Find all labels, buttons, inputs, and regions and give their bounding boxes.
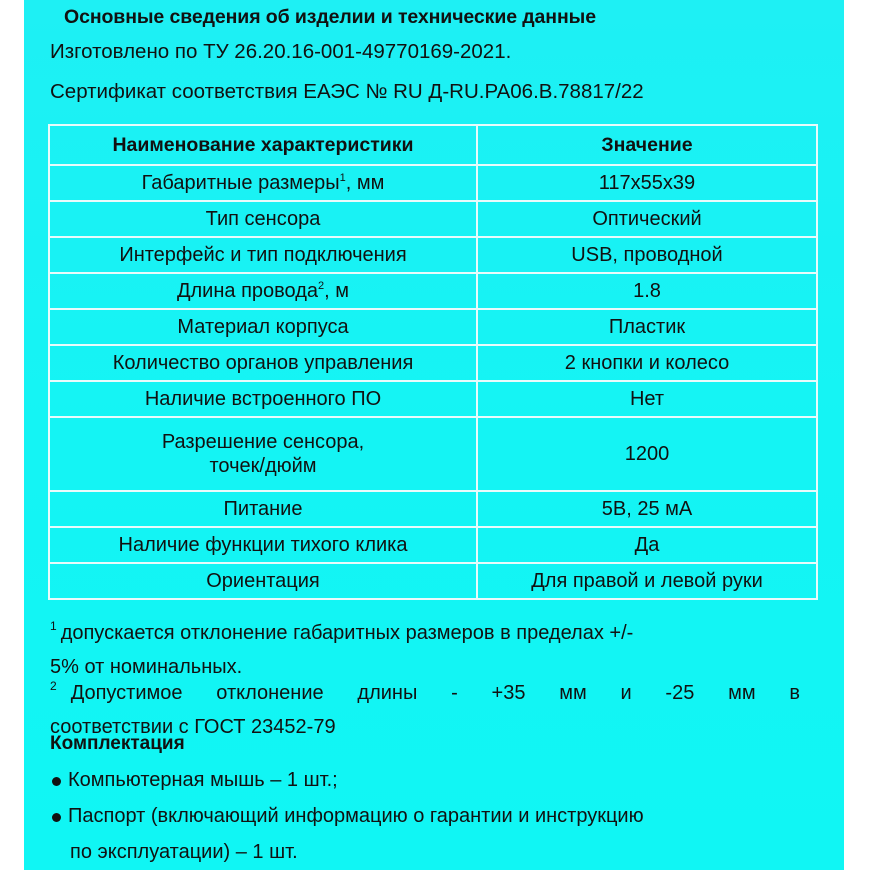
table-row xyxy=(49,165,817,201)
row-value: 5В, 25 мА xyxy=(477,491,817,527)
row-value: 2 кнопки и колесо xyxy=(477,345,817,381)
kit-list xyxy=(50,762,810,870)
footnote-mark: 1 xyxy=(50,619,57,633)
footnote-text-cont: соответствии с ГОСТ 23452-79 xyxy=(50,716,336,738)
list-item xyxy=(50,762,810,798)
document-panel xyxy=(24,0,844,870)
footnote-text-cont: 5% от номинальных. xyxy=(50,656,243,678)
row-value: 117x55x39 xyxy=(477,165,817,201)
list-item-text: Паспорт (включающий информацию о гарантии и инструкцию xyxy=(68,805,644,827)
row-name: Габаритные размеры$^1$, мм xyxy=(49,165,477,201)
footnote-ref: 2 xyxy=(318,280,325,292)
spec-table xyxy=(48,124,818,600)
row-name: Наличие встроенного ПО xyxy=(49,381,477,417)
table-row xyxy=(49,491,817,527)
row-name: Количество органов управления xyxy=(49,345,477,381)
header-value: Значение xyxy=(477,125,817,165)
table-row xyxy=(49,345,817,381)
tu-line: Изготовлено по ТУ 26.20.16-001-49770169-2021. xyxy=(50,40,512,63)
row-value: Да xyxy=(477,527,817,563)
row-name: Питание xyxy=(49,491,477,527)
row-name: Тип сенсора xyxy=(49,201,477,237)
table-row xyxy=(49,201,817,237)
table-row xyxy=(49,273,817,309)
row-value: USB, проводной xyxy=(477,237,817,273)
table-row xyxy=(49,527,817,563)
table-row xyxy=(49,381,817,417)
bullet-icon xyxy=(52,813,61,822)
header-characteristic: Наименование характеристики xyxy=(49,125,477,165)
row-value: Нет xyxy=(477,381,817,417)
row-name: Наличие функции тихого клика xyxy=(49,527,477,563)
certificate-line: Сертификат соответствия ЕАЭС № RU Д-RU.PA06.B.78817/22 xyxy=(50,80,644,103)
row-value: Для правой и левой руки xyxy=(477,563,817,599)
row-name: Материал корпуса xyxy=(49,309,477,345)
bullet-icon xyxy=(52,777,61,786)
footnote-ref: 1 xyxy=(339,172,346,184)
row-value: 1200 xyxy=(477,417,817,491)
list-item-text-cont: по эксплуатации) – 1 шт. xyxy=(70,841,298,863)
row-name: Разрешение сенсора, точек/дюйм xyxy=(49,417,477,491)
footnote-mark: 2 xyxy=(50,679,57,693)
table-row xyxy=(49,309,817,345)
list-item xyxy=(50,798,810,870)
row-value: 1.8 xyxy=(477,273,817,309)
list-item-text: Компьютерная мышь – 1 шт.; xyxy=(68,769,338,791)
row-value: Оптический xyxy=(477,201,817,237)
row-name: Ориентация xyxy=(49,563,477,599)
footnote-text: Допустимое отклонение длины - +35 мм и -25 мм в xyxy=(70,682,800,704)
kit-title: Комплектация xyxy=(50,733,185,754)
table-row xyxy=(49,417,817,491)
table-row xyxy=(49,237,817,273)
row-name: Интерфейс и тип подключения xyxy=(49,237,477,273)
footnote-text: допускается отклонение габаритных размеров в пределах +/- xyxy=(60,622,634,644)
row-name: Длина провода$^2$, м xyxy=(49,273,477,309)
table-row xyxy=(49,563,817,599)
section-heading: Основные сведения об изделии и технические данные xyxy=(64,6,596,28)
table-header-row xyxy=(49,125,817,165)
row-value: Пластик xyxy=(477,309,817,345)
